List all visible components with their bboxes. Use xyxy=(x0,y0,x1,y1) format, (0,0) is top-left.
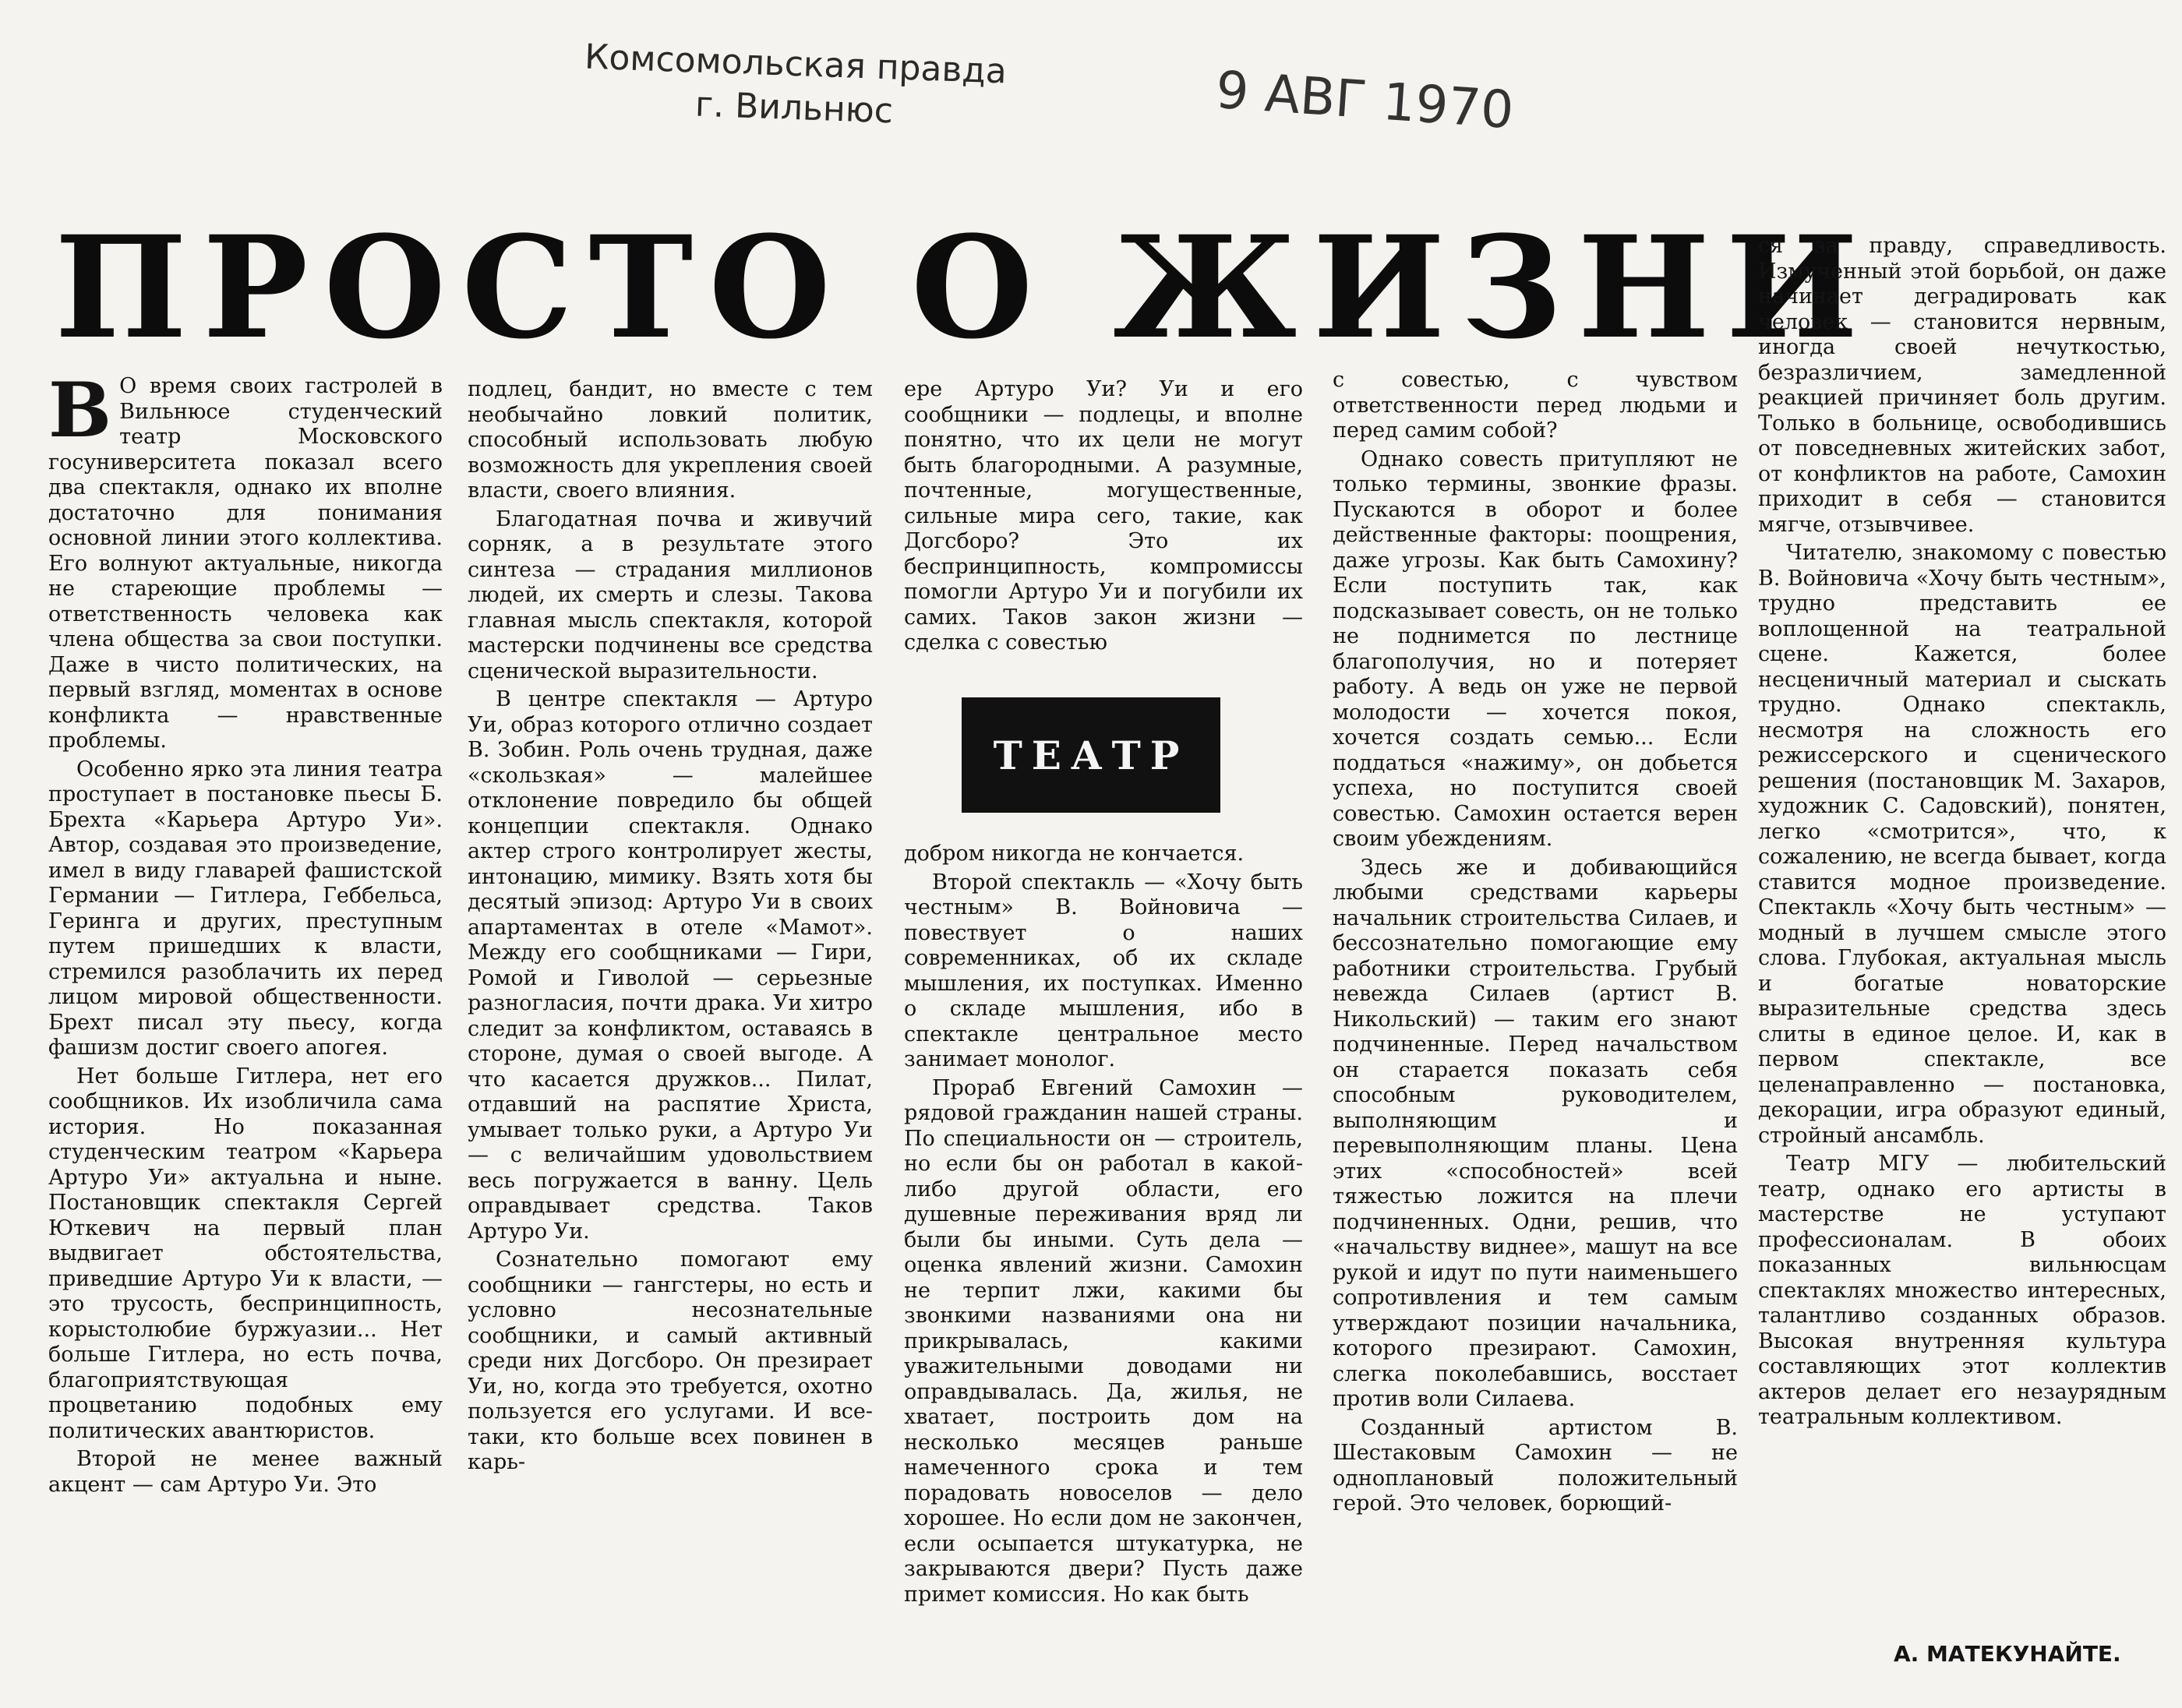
article-column-4 xyxy=(1333,368,1738,1520)
clipping-date-stamp: 9 АВГ 1970 xyxy=(1213,59,1516,141)
paragraph: подлец, бандит, но вместе с тем необычайно ловкий политик, способный использовать любую возможность для укрепления своей власти, своего влияния. xyxy=(468,377,873,503)
paragraph: Здесь же и добивающийся любыми средствами карьеры начальник строительства Силаев, и бессознательно помогающие ему работники строительства. Грубый невежда Силаев (артист В. Никольский) — таким его знают подчиненные. Перед начальством он старается показать себя способным руководителем, выполняющим и перевыполняющим планы. Цена этих «способностей» всей тяжестью ложится на плечи подчиненных. Одни, решив, что «начальству виднее», машут на все рукой и идут по пути наименьшего сопротивления и тем самым утверждают позиции начальника, которого презирают. Самохин, слегка поколебавшись, восстает против воли Силаева. xyxy=(1333,855,1738,1411)
article-column-1 xyxy=(48,366,443,1501)
paragraph: с совестью, с чувством ответственности перед людьми и перед самим собой? xyxy=(1333,368,1738,443)
author-byline: А. МАТЕКУНАЙТЕ. xyxy=(1894,1641,2121,1667)
section-rubric: ТЕАТР xyxy=(962,697,1220,813)
article-column-3-top xyxy=(904,377,1303,659)
paragraph: ся за правду, справедливость. Измученный этой борьбой, он даже начинает деградировать как человек — становится нервным, иногда своей нечуткостью, безразличием, замедленной реакцией причиняет боль другим. Только в больнице, освободившись от повседневных житейских забот, от конфликтов на работе, Самохин приходит в себя — становится мягче, отзывчивее. xyxy=(1758,234,2166,537)
paragraph: Читателю, знакомому с повестью В. Войновича «Хочу быть честным», трудно представить ее воплощенной на театральной сцене. Кажется, более несценичный материал и сыскать трудно. Однако спектакль, несмотря на сложность его режиссерского и сценического решения (постановщик М. Захаров, художник С. Садовский), понятен, легко «смотрится», что, к сожалению, не всегда бывает, когда ставится модное произведение. Спектакль «Хочу быть честным» — модный в лучшем смысле этого слова. Глубокая, актуальная мысль и богатые новаторские выразительные средства здесь слиты в единое целое. И, как в первом спектакле, все целенаправленно — постановка, декорации, игра образуют единый, стройный ансамбль. xyxy=(1758,541,2166,1148)
paragraph xyxy=(48,366,443,754)
paragraph: Прораб Евгений Самохин — рядовой гражданин нашей страны. По специальности он — строитель, но если бы он работал в какой-либо другой области, его душевные переживания вряд ли были бы иными. Суть дела — оценка явлений жизни. Самохин не терпит лжи, какими бы звонкими названиями она ни прикрывалась, какими уважительными доводами ни оправдывалась. Да, жилья, не хватает, построить дом на несколько месяцев раньше намеченного срока и тем порадовать новоселов — дело хорошее. Но если дом не закончен, если осыпается штукатурка, не закрываются двери? Пусть даже примет комиссия. Но как быть xyxy=(904,1075,1303,1607)
paragraph-text: О время своих гастролей в Вильнюсе студенческий театр Московского госуниверситета показал всего два спектакля, однако их вполне достаточно для понимания основной линии этого коллектива. Его волнуют актуальные, никогда не стареющие проблемы — ответственность человека как члена общества за свои поступки. Даже в чисто политических, на первый взгляд, моментах в основе конфликта — нравственные проблемы. xyxy=(48,374,443,753)
article-column-3-bottom xyxy=(904,842,1303,1611)
paragraph: добром никогда не кончается. xyxy=(904,842,1245,866)
paragraph: ере Артуро Уи? Уи и его сообщники — подлецы, и вполне понятно, что их цели не могут быть благородными. А разумные, почтенные, могущественные, сильные мира сего, такие, как Догсборо? Это их беспринципность, компромиссы помогли Артуро Уи и погубили их самих. Таков закон жизни — сделка с совестью xyxy=(904,377,1303,655)
drop-cap: В xyxy=(48,366,112,454)
article-headline: ПРОСТО О ЖИЗНИ xyxy=(55,206,1874,370)
paragraph: В центре спектакля — Артуро Уи, образ которого отлично создает В. Зобин. Роль очень трудная, даже «скользкая» — малейшее отклонение повредило бы общей концепции спектакля. Однако актер строго контролирует жесты, интонацию, мимику. Взять хотя бы десятый эпизод: Артуро Уи в своих апартаментах в отеле «Мамот». Между его сообщниками — Гири, Ромой и Гиволой — серьезные разногласия, почти драка. Уи хитро следит за конфликтом, оставаясь в стороне, думая о своей выгоде. А что касается дружков... Пилат, отдавший на распятие Христа, умывает только руки, а Артуро Уи — с величайшим удовольствием весь погружается в ванну. Цель оправдывает средства. Таков Артуро Уи. xyxy=(468,687,873,1244)
paragraph: Однако совесть притупляют не только термины, звонкие фразы. Пускаются в оборот и более действенные факторы: поощрения, даже угрозы. Как быть Самохину? Если поступить так, как подсказывает совесть, он не только не поднимется по лестнице благополучия, но и потеряет работу. А ведь он уже не первой молодости — хочется покоя, хочется создать семью... Если поддаться «нажиму», он добьется успеха, но поступится своей совестью. Самохин остается верен своим убеждениям. xyxy=(1333,446,1738,851)
paragraph: Второй не менее важный акцент — сам Артуро Уи. Это xyxy=(48,1447,443,1497)
newspaper-source-stamp xyxy=(575,35,1015,137)
paragraph: Сознательно помогают ему сообщники — гангстеры, но есть и условно несознательные сообщники, и самый активный среди них Догсборо. Он презирает Уи, но, когда это требуется, охотно пользуется его услугами. И все-таки, кто больше всех повинен в карь- xyxy=(468,1247,873,1474)
article-column-5 xyxy=(1758,234,2166,1434)
paragraph: Нет больше Гитлера, нет его сообщников. Их изобличила сама история. Но показанная студенческим театром «Карьера Артуро Уи» актуальна и ныне. Постановщик спектакля Сергей Юткевич на первый план выдвигает обстоятельства, приведшие Артуро Уи к власти, — это трусость, беспринципность, корыстолюбие буржуазии... Нет больше Гитлера, но есть почва, благоприятствующая процветанию подобных ему политических авантюристов. xyxy=(48,1064,443,1443)
paragraph: Созданный артистом В. Шестаковым Самохин — не одноплановый положительный герой. Это человек, борющий- xyxy=(1333,1415,1738,1516)
source-name: Комсомольская правда xyxy=(584,37,1008,92)
paragraph: Благодатная почва и живучий сорняк, а в результате этого синтеза — страдания миллионов людей, их смерть и слезы. Такова главная мысль спектакля, которой мастерски подчинены все средства сценической выразительности. xyxy=(468,506,873,683)
source-city: г. Вильнюс xyxy=(694,84,894,132)
article-column-2 xyxy=(468,377,873,1479)
paragraph: Театр МГУ — любительский театр, однако его артисты в мастерстве не уступают профессионалам. В обоих показанных вильнюсцам спектаклях множество интересных, талантливо созданных образов. Высокая внутренняя культура составляющих этот коллектив актеров делает его незаурядным театральным коллективом. xyxy=(1758,1152,2166,1429)
paragraph: Особенно ярко эта линия театра проступает в постановке пьесы Б. Брехта «Карьера Артуро Уи». Автор, создавая это произведение, имел в виду главарей фашистской Германии — Гитлера, Геббельса, Геринга и других, преступным путем пришедших к власти, стремился разоблачить их перед лицом мировой общественности. Брехт писал эту пьесу, когда фашизм достиг своего апогея. xyxy=(48,757,443,1060)
paragraph: Второй спектакль — «Хочу быть честным» В. Войновича — повествует о наших современниках, об их складе мышления, их поступках. Именно о складе мышления, ибо в спектакле центральное место занимает монолог. xyxy=(904,870,1303,1071)
